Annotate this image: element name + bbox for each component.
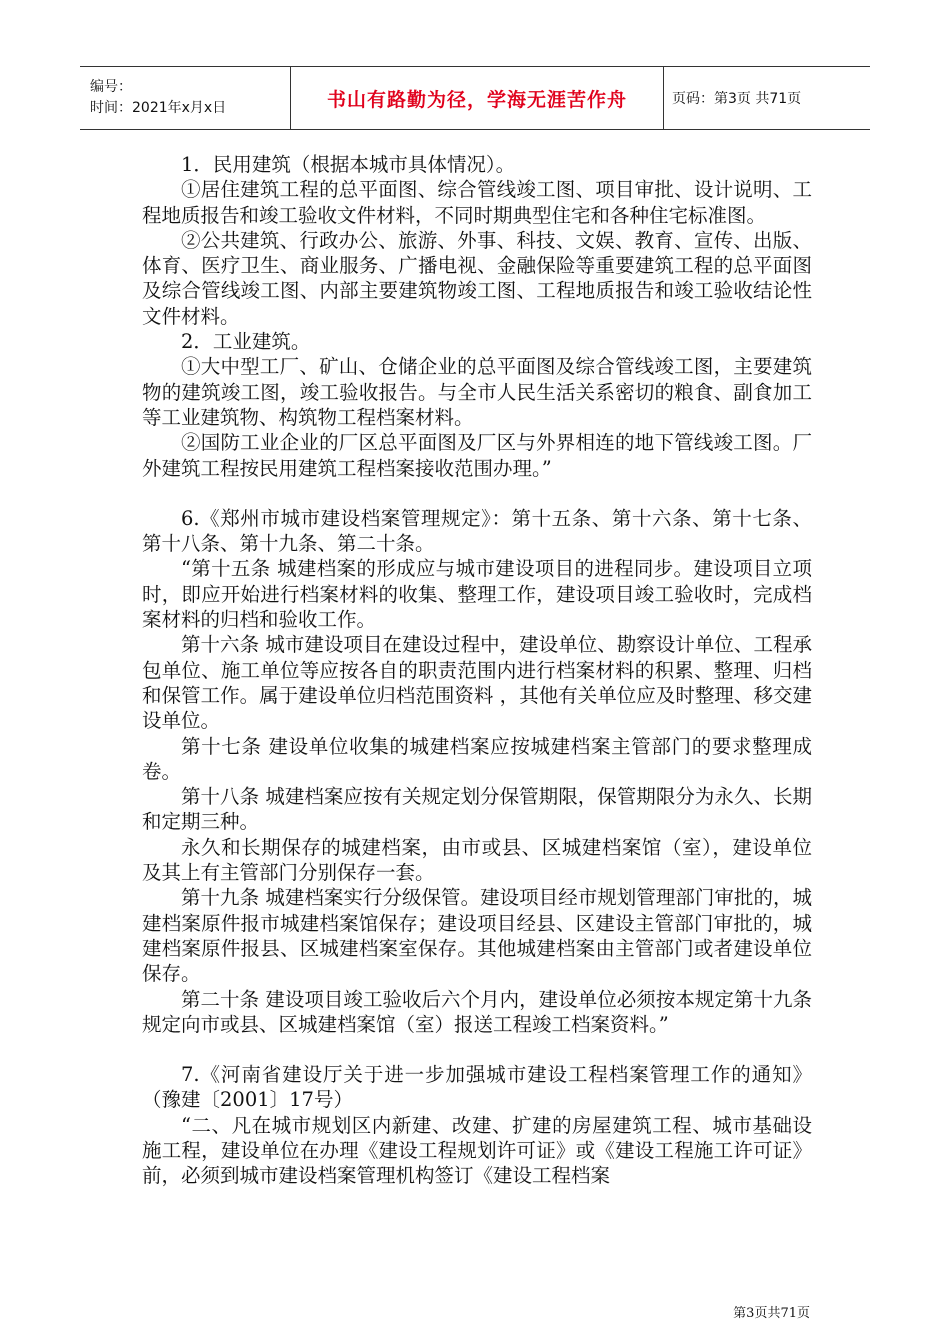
paragraph: 7.《河南省建设厅关于进一步加强城市建设工程档案管理工作的通知》（豫建〔2001〕17号） [142, 1063, 812, 1112]
paragraph: “二、凡在城市规划区内新建、改建、扩建的房屋建筑工程、城市基础设施工程，建设单位在办理《建设工程规划许可证》或《建设工程施工许可证》前，必须到城市建设档案管理机构签订《建设工程档案 [142, 1113, 812, 1188]
paragraph: 1．民用建筑（根据本城市具体情况）。 [181, 153, 516, 176]
page-footer: 第3页共71页 [733, 1306, 810, 1321]
header-motto: 书山有路勤为径，学海无涯苦作舟 [291, 67, 664, 130]
paragraph: 第十九条 城建档案实行分级保管。建设项目经市规划管理部门审批的，城建档案原件报市城建档案馆保存；建设项目经县、区建设主管部门审批的，城建档案原件报县、区城建档案室保存。其他城建档案由主管部门或者建设单位保存。 [142, 886, 812, 986]
paragraph: 2．工业建筑。 [181, 330, 311, 354]
paragraph: ①居住建筑工程的总平面图、综合管线竣工图、项目审批、设计说明、工程地质报告和竣工验收文件材料，不同时期典型住宅和各种住宅标准图。 [142, 178, 812, 227]
paragraph: 第十六条 城市建设项目在建设过程中，建设单位、勘察设计单位、工程承包单位、施工单位等应按各自的职责范围内进行档案材料的积累、整理、归档和保管工作。属于建设单位归档范围资料 ，其他有关单位应及时整理、移交建设单位。 [142, 633, 812, 733]
paragraph: ②公共建筑、行政办公、旅游、外事、科技、文娱、教育、宣传、出版、体育、医疗卫生、商业服务、广播电视、金融保险等重要建筑工程的总平面图及综合管线竣工图、内部主要建筑物竣工图、工程地质报告和竣工验收结论性文件材料。 [142, 228, 812, 328]
document-time-label: 时间：2021年x月x日 [90, 100, 227, 116]
paragraph: ②国防工业企业的厂区总平面图及厂区与外界相连的地下管线竣工图。厂外建筑工程按民用建筑工程档案接收范围办理。” [142, 431, 812, 480]
paragraph: 第十七条 建设单位收集的城建档案应按城建档案主管部门的要求整理成卷。 [142, 734, 812, 783]
paragraph: ①大中型工厂、矿山、仓储企业的总平面图及综合管线竣工图，主要建筑物的建筑竣工图，竣工验收报告。与全市人民生活关系密切的粮食、副食加工等工业建筑物、构筑物工程档案材料。 [142, 355, 812, 429]
document-number-label: 编号： [90, 79, 132, 95]
document-body [142, 152, 812, 1189]
header-meta [80, 67, 291, 130]
paragraph: “第十五条 城建档案的形成应与城市建设项目的进程同步。建设项目立项时，即应开始进行档案材料的收集、整理工作，建设项目竣工验收时，完成档案材料的归档和验收工作。 [142, 557, 812, 632]
header-page-number: 页码：第3页 共71页 [664, 67, 871, 130]
paragraph: 第二十条 建设项目竣工验收后六个月内，建设单位必须按本规定第十九条规定向市或县、区城建档案馆（室）报送工程竣工档案资料。” [142, 987, 812, 1036]
paragraph: 第十八条 城建档案应按有关规定划分保管期限，保管期限分为永久、长期和定期三种。 [142, 785, 812, 834]
page-header [80, 66, 870, 130]
paragraph: 永久和长期保存的城建档案，由市或县、区城建档案馆（室），建设单位及其上有主管部门分别保存一套。 [142, 835, 812, 885]
paragraph: 6.《郑州市城市建设档案管理规定》：第十五条、第十六条、第十七条、第十八条、第十九条、第二十条。 [142, 506, 812, 556]
